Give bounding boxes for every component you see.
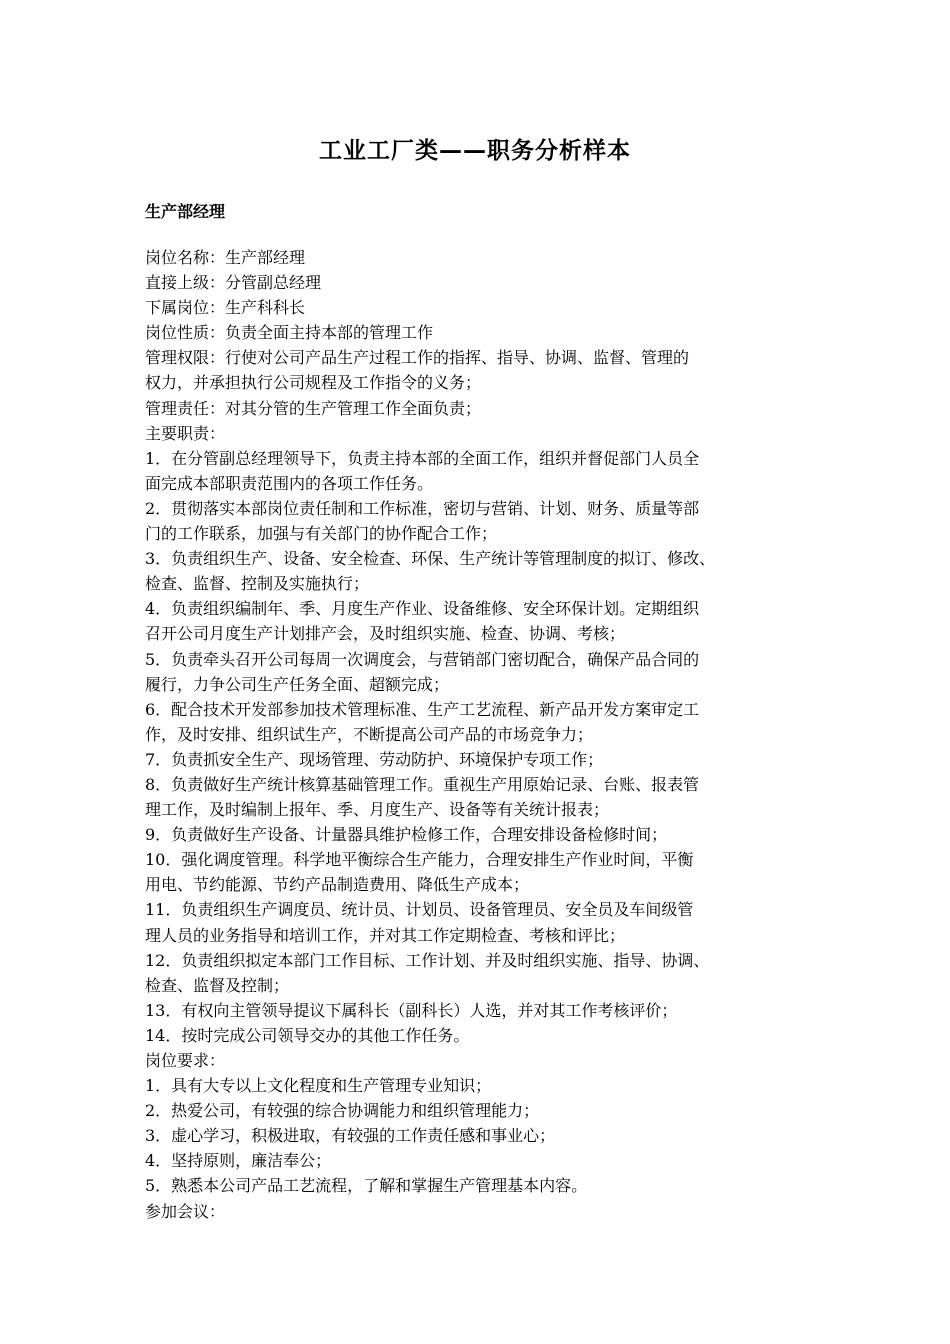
- text-line: 6．配合技术开发部参加技术管理标准、生产工艺流程、新产品开发方案审定工: [145, 699, 700, 719]
- text-line: 5．负责牵头召开公司每周一次调度会，与营销部门密切配合，确保产品合同的: [145, 649, 700, 669]
- text-line: 检查、监督及控制；: [145, 975, 290, 995]
- text-line: 门的工作联系，加强与有关部门的协作配合工作；: [145, 524, 498, 544]
- text-line: 岗位性质：负责全面主持本部的管理工作: [145, 323, 434, 343]
- text-line: 理工作，及时编制上报年、季、月度生产、设备等有关统计报表；: [145, 800, 610, 820]
- text-line: 4．负责组织编制年、季、月度生产作业、设备维修、安全环保计划。定期组织: [145, 599, 700, 619]
- text-line: 10．强化调度管理。科学地平衡综合生产能力，合理安排生产作业时间，平衡: [145, 850, 694, 870]
- text-line: 5．熟悉本公司产品工艺流程，了解和掌握生产管理基本内容。: [145, 1176, 588, 1196]
- section-heading: 生产部经理: [145, 202, 226, 221]
- text-line: 1．在分管副总经理领导下，负责主持本部的全面工作，组织并督促部门人员全: [145, 448, 700, 468]
- text-line: 岗位要求：: [145, 1051, 226, 1070]
- text-line: 直接上级：分管副总经理: [145, 273, 322, 293]
- text-line: 3．虚心学习，积极进取，有较强的工作责任感和事业心；: [145, 1126, 556, 1146]
- text-line: 3．负责组织生产、设备、安全检查、环保、生产统计等管理制度的拟订、修改、: [145, 549, 716, 569]
- text-line: 履行，力争公司生产任务全面、超额完成；: [145, 674, 450, 694]
- text-line: 主要职责：: [145, 423, 226, 443]
- text-line: 岗位名称：生产部经理: [145, 248, 306, 267]
- document-title: 工业工厂类——职务分析样本: [319, 138, 631, 164]
- text-line: 2．贯彻落实本部岗位责任制和工作标准，密切与营销、计划、财务、质量等部: [145, 498, 700, 518]
- text-line: 作，及时安排、组织试生产，不断提高公司产品的市场竞争力；: [145, 724, 594, 744]
- text-line: 管理责任：对其分管的生产管理工作全面负责；: [145, 398, 482, 418]
- text-line: 13．有权向主管领导提议下属科长（副科长）人选，并对其工作考核评价；: [145, 1000, 678, 1020]
- text-line: 检查、监督、控制及实施执行；: [145, 574, 370, 594]
- text-line: 下属岗位：生产科科长: [145, 298, 306, 318]
- text-line: 理人员的业务指导和培训工作，并对其工作定期检查、考核和评比；: [145, 925, 626, 945]
- document-body: [145, 245, 825, 1224]
- text-line: 召开公司月度生产计划排产会，及时组织实施、检查、协调、考核；: [145, 624, 626, 644]
- text-line: 用电、节约能源、节约产品制造费用、降低生产成本；: [145, 875, 530, 895]
- text-line: 14．按时完成公司领导交办的其他工作任务。: [145, 1025, 470, 1045]
- text-line: 7．负责抓安全生产、现场管理、劳动防护、环境保护专项工作；: [145, 749, 604, 769]
- text-line: 9．负责做好生产设备、计量器具维护检修工作，合理安排设备检修时间；: [145, 825, 668, 845]
- text-line: 参加会议：: [145, 1201, 226, 1221]
- text-line: 8．负责做好生产统计核算基础管理工作。重视生产用原始记录、台账、报表管: [145, 774, 700, 794]
- text-line: 12．负责组织拟定本部门工作目标、工作计划、并及时组织实施、指导、协调、: [145, 950, 710, 970]
- text-line: 面完成本部职责范围内的各项工作任务。: [145, 473, 434, 493]
- text-line: 4．坚持原则，廉洁奉公；: [145, 1151, 332, 1171]
- text-line: 管理权限：行使对公司产品生产过程工作的指挥、指导、协调、监督、管理的: [145, 348, 690, 368]
- text-line: 11．负责组织生产调度员、统计员、计划员、设备管理员、安全员及车间级管: [145, 900, 694, 920]
- text-line: 1．具有大专以上文化程度和生产管理专业知识；: [145, 1076, 492, 1096]
- text-line: 权力，并承担执行公司规程及工作指令的义务；: [145, 373, 482, 393]
- text-line: 2．热爱公司，有较强的综合协调能力和组织管理能力；: [145, 1101, 540, 1121]
